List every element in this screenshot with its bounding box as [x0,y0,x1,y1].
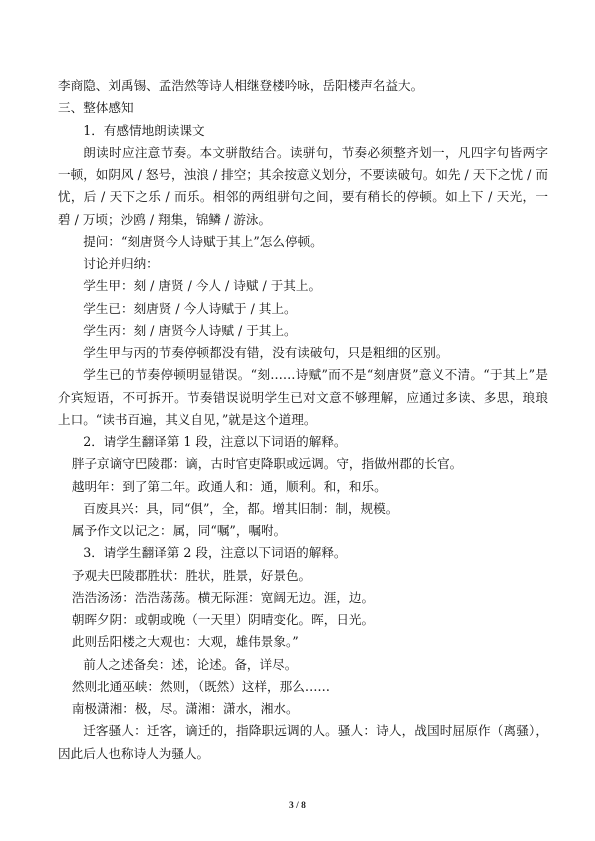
paragraph: 浩浩汤汤：浩浩荡荡。横无际涯：宽阔无边。涯，边。 [71,589,375,605]
paragraph: 学生已的节奏停顿明显错误。“刻……诗赋”而不是“刻唐贤”意义不清。“于其上”是介宾短语，不可拆开。节奏错误说明学生已对文意不够理解，应通过多读、多思，琅琅上口。“读书百遍，其义自见，”就是这个道理。 [58,367,548,427]
paragraph: 前人之述备矣：述，论述。备，详尽。 [83,656,298,672]
page-number: 3 / 8 [289,801,306,811]
paragraph: 朝晖夕阴：或朝或晚（一天里）阴晴变化。晖，日光。 [71,612,375,627]
paragraph: 越明年：到了第二年。政通人和：通，顺利。和，和乐。 [71,478,387,494]
paragraph: 胖子京谪守巴陵郡：谪，古时官吏降职或远调。守，指做州郡的长官。 [71,456,463,472]
paragraph: 1．有感情地朗读课文 [83,122,205,138]
paragraph: 迁客骚人：迁客，谪迁的，指降职远调的人。骚人：诗人，战国时屈原作（离骚），因此后人也称诗人为骚人。 [58,723,548,761]
paragraph: 讨论并归纳： [83,256,159,271]
paragraph: 学生甲与丙的节奏停顿都没有错，没有读破句，只是粗细的区别。 [83,345,449,360]
paragraph: 此则岳阳楼之大观也：大观，雄伟景象。” [71,634,299,650]
paragraph: 百废具兴：具，同“俱”，全，都。增其旧制：制，规模。 [83,500,399,516]
paragraph: 学生已：刻唐贤 / 今人诗赋于 / 其上。 [83,300,297,316]
paragraph: 2．请学生翻译第 1 段，注意以下词语的解释。 [83,434,347,449]
paragraph: 三、整体感知 [58,100,134,116]
paragraph: 然则北通巫峡：然则，（既然）这样，那么…… [71,678,331,694]
paragraph: 3．请学生翻译第 2 段，注意以下词语的解释。 [83,545,347,561]
paragraph: 属予作文以记之：属，同“嘱”，嘱咐。 [71,523,287,538]
paragraph: 学生丙：刻 / 唐贤今人诗赋 / 于其上。 [83,322,297,338]
paragraph: 提问：“刻唐贤今人诗赋于其上”怎么停顿。 [83,233,323,249]
document-body [58,75,548,765]
paragraph: 朗读时应注意节奏。本文骈散结合。读骈句，节奏必须整齐划一，凡四字句皆两字一顿，如阴风 / 怒号，浊浪 / 排空；其余按意义划分，不要读破句。如先 / 天下之忧 / 而忧，后 / 天下之乐 / 而乐。相邻的两组骈句之间，要有稍长的停顿。如上下 / 天光，一碧 / 万顷；沙鸥 / 翔集，锦鳞 / 游泳。 [58,144,548,227]
paragraph: 学生甲：刻 / 唐贤 / 今人 / 诗赋 / 于其上。 [83,278,322,294]
paragraph: 李商隐、刘禹锡、孟浩然等诗人相继登楼吟咏，岳阳楼声名益大。 [58,78,424,93]
paragraph: 南极潇湘：极，尽。潇湘：潇水，湘水。 [71,701,299,716]
paragraph: 予观夫巴陵郡胜状：胜状，胜景，好景色。 [71,567,312,583]
